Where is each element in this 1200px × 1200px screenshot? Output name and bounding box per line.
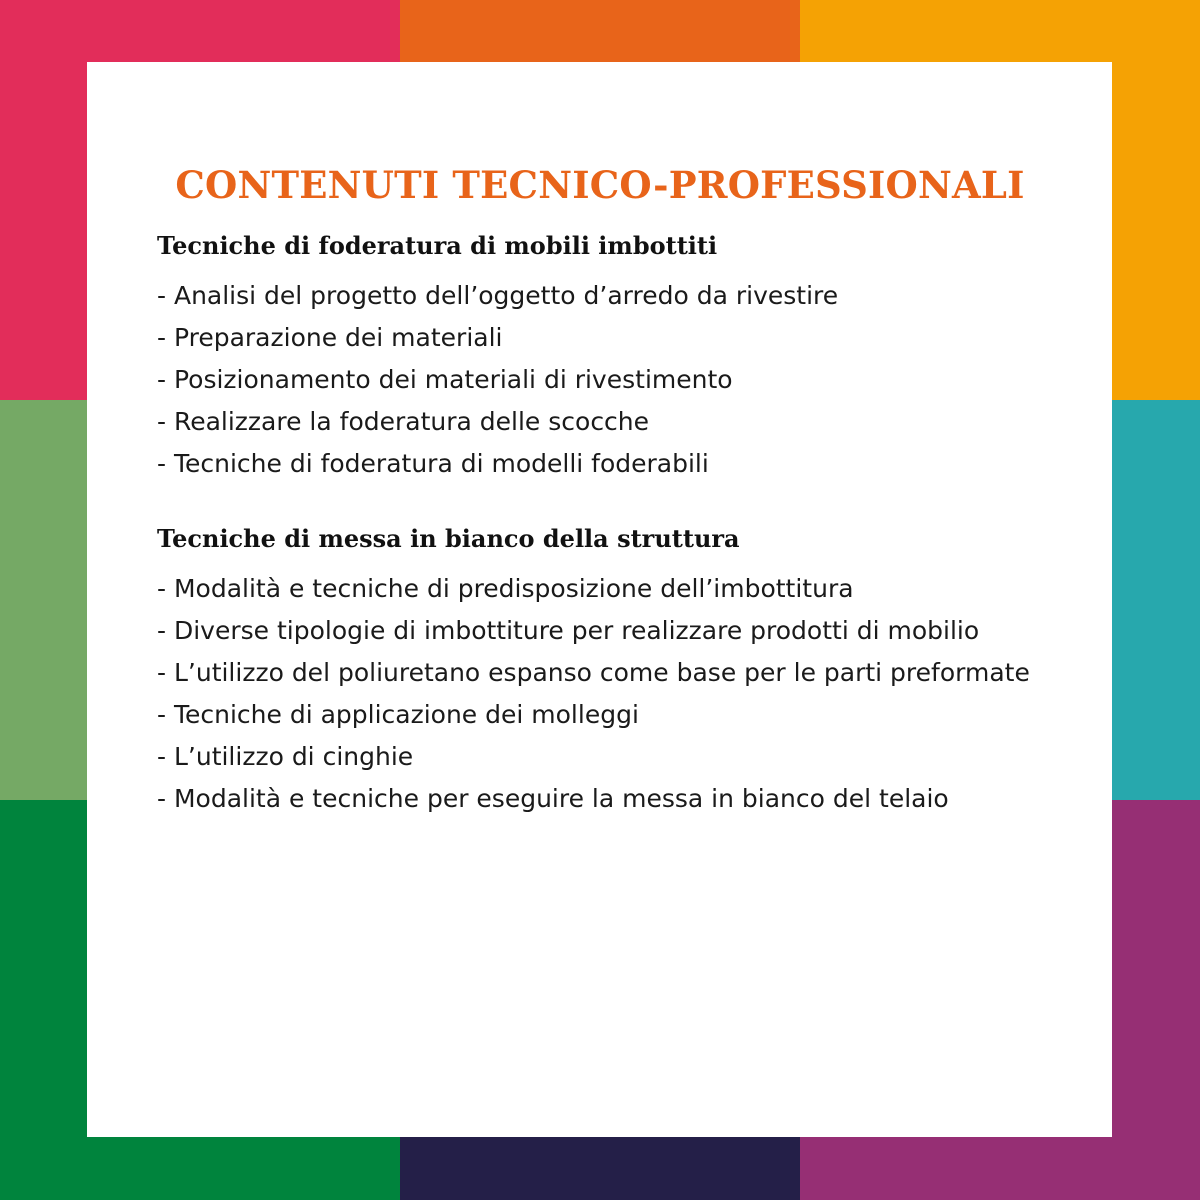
list-item: - Modalità e tecniche di predisposizione dell’imbottitura xyxy=(157,574,854,603)
section-heading: Tecniche di foderatura di mobili imbottiti xyxy=(157,231,718,260)
list-item: - Posizionamento dei materiali di rivestimento xyxy=(157,365,733,394)
list-item: - Preparazione dei materiali xyxy=(157,323,503,352)
list-item: - L’utilizzo di cinghie xyxy=(157,742,414,771)
bullet-list xyxy=(157,568,1047,820)
list-item: - Diverse tipologie di imbottiture per realizzare prodotti di mobilio xyxy=(157,616,980,645)
section-foderatura xyxy=(157,225,1047,485)
list-item: - Analisi del progetto dell’oggetto d’arredo da rivestire xyxy=(157,281,839,310)
section-heading: Tecniche di messa in bianco della struttura xyxy=(157,524,740,553)
list-item: - L’utilizzo del poliuretano espanso come base per le parti preformate xyxy=(157,658,1030,687)
list-item: - Tecniche di foderatura di modelli foderabili xyxy=(157,449,709,478)
list-item: - Tecniche di applicazione dei molleggi xyxy=(157,700,639,729)
content-body xyxy=(157,225,1047,820)
page-title: CONTENUTI TECNICO-PROFESSIONALI xyxy=(175,163,1025,207)
list-item: - Realizzare la foderatura delle scocche xyxy=(157,407,650,436)
list-item: - Modalità e tecniche per eseguire la messa in bianco del telaio xyxy=(157,784,949,813)
section-messa-in-bianco xyxy=(157,518,1047,820)
bullet-list xyxy=(157,275,1047,485)
